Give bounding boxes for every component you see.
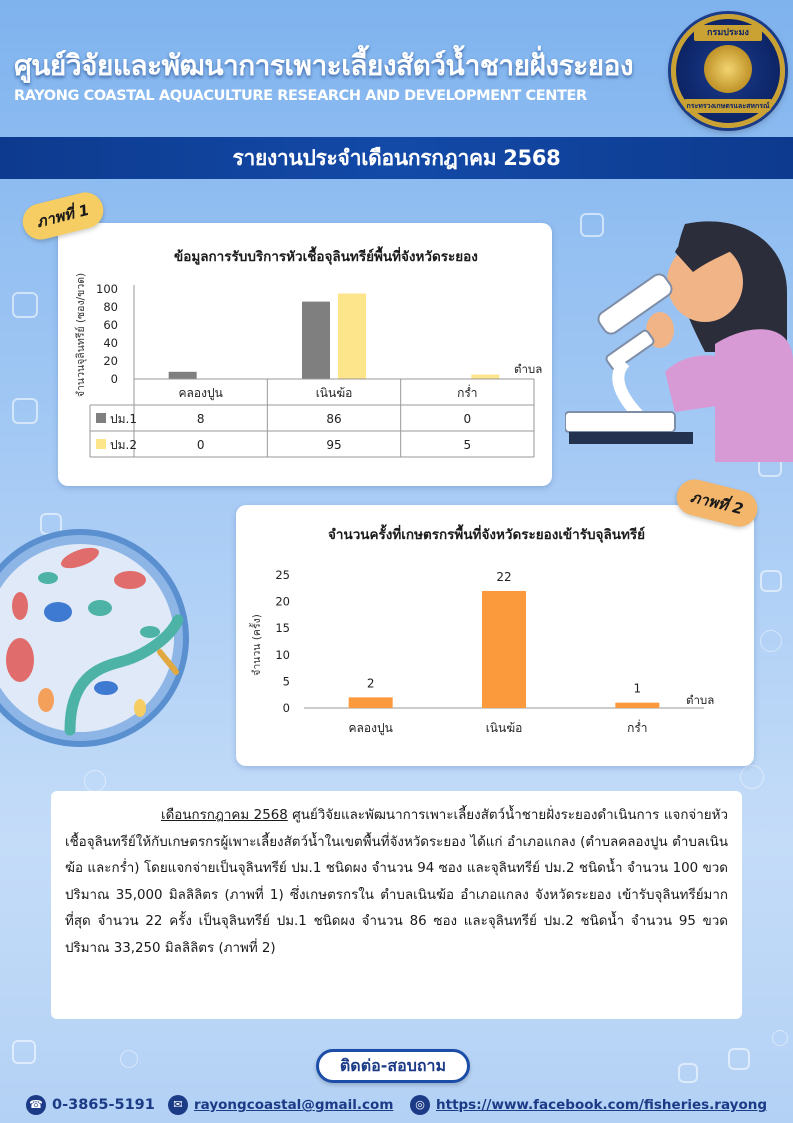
decor-circle: [740, 765, 764, 789]
decor-circle: [84, 770, 106, 792]
chart1-title: ข้อมูลการรับบริการหัวเชื้อจุลินทรีย์พื้นที่จังหวัดระยอง: [174, 249, 478, 265]
chart1-bar: [471, 375, 499, 380]
chart1-table-value: 8: [196, 412, 205, 426]
decor-square: [728, 1048, 750, 1070]
report-title-bar: [0, 137, 793, 179]
chart1-legend-label: ปม.1: [110, 412, 137, 426]
figure1-tag: ภาพที่ 1: [19, 189, 107, 244]
chart1-table-value: 95: [326, 438, 342, 452]
logo-top-text: กรมประมง: [694, 25, 762, 41]
chart2-bar: [615, 703, 659, 708]
chart1-y-tick-label: 40: [103, 336, 118, 350]
chart2-x-axis-label: ตำบล: [686, 693, 715, 707]
chart1-plot: [58, 223, 552, 486]
decor-circle: [772, 1030, 788, 1046]
facebook-link[interactable]: https://www.facebook.com/fisheries.rayong: [436, 1097, 768, 1113]
chart1-y-tick-label: 20: [103, 354, 118, 368]
chart2-y-tick-label: 20: [275, 594, 290, 609]
chart2-y-axis-label: จำนวน (ครั้ง): [251, 614, 263, 676]
decor-circle: [760, 630, 782, 652]
page-header: [0, 0, 793, 140]
summary-line: แจกจ่ายหัวเชื้อจุลินทรีย์ให้กับเกษตรกรผู้เพาะเลี้ยงสัตว์น้ำในเขตพื้นที่จังหวัดระยอง ได้แก่ อำเภอแกลง: [65, 808, 728, 850]
summary-line: (ภาพที่ 2): [218, 940, 276, 956]
phone-icon: ☎: [26, 1095, 46, 1115]
center-title-thai: ศูนย์วิจัยและพัฒนาการเพาะเลี้ยงสัตว์น้ำชายฝั่งระยอง: [14, 49, 634, 82]
chart2-x-tick-label: เนินฆ้อ: [485, 721, 523, 735]
chart1-bar: [302, 302, 330, 379]
chart2-y-tick-label: 15: [275, 621, 290, 636]
summary-line: ศูนย์วิจัยและพัฒนาการเพาะเลี้ยงสัตว์น้ำชายฝั่งระยองดำเนินการ: [287, 808, 660, 823]
chart2-x-tick-label: คลองปูน: [348, 721, 393, 735]
chart1-table-value: 5: [463, 438, 472, 452]
chart1-y-tick-label: 0: [110, 372, 118, 386]
report-title: รายงานประจำเดือนกรกฎาคม 2568: [232, 146, 561, 170]
chart1-legend-swatch: [96, 439, 106, 449]
phone-contact[interactable]: [26, 1094, 155, 1116]
email-contact[interactable]: [168, 1094, 393, 1116]
chart2-x-tick-label: กร่ำ: [627, 721, 648, 735]
logo-bottom-text: กระทรวงเกษตรและสหกรณ์: [684, 99, 772, 113]
decor-square: [12, 292, 38, 318]
summary-lead: เดือนกรกฎาคม 2568: [161, 808, 288, 823]
chart2-y-tick-label: 10: [275, 647, 290, 662]
chart2-plot: [236, 505, 754, 766]
chart2-bar: [482, 591, 526, 708]
contact-button[interactable]: ติดต่อ-สอบถาม: [316, 1049, 470, 1083]
chart1-bar: [169, 372, 197, 379]
facebook-contact[interactable]: [410, 1094, 767, 1116]
chart1-legend-swatch: [96, 413, 106, 423]
petri-dish-illustration: [0, 520, 194, 760]
chart2-data-label: 22: [496, 569, 512, 584]
chart2-bar: [349, 697, 393, 708]
chart1-y-tick-label: 100: [96, 282, 118, 296]
chart1-y-tick-label: 60: [103, 318, 118, 332]
department-logo: [671, 14, 785, 128]
summary-paragraph: [51, 791, 742, 1019]
chart1-legend-label: ปม.2: [110, 438, 137, 452]
decor-circle: [120, 1050, 138, 1068]
chart2-y-tick-label: 5: [282, 674, 290, 689]
email-link[interactable]: rayongcoastal@gmail.com: [194, 1097, 394, 1113]
chart2-title: จำนวนครั้งที่เกษตรกรพื้นที่จังหวัดระยองเข้ารับจุลินทรีย์: [328, 527, 646, 543]
scientist-illustration: [565, 212, 793, 474]
chart2-y-tick-label: 25: [275, 568, 290, 582]
chart1-table-value: 0: [196, 438, 205, 452]
summary-line: ตำบลเนินฆ้อ อำเภอแกลง จังหวัดระยอง เข้ารับจุลินทรีย์มากที่สุด จำนวน 22 ครั้ง เป็นจุลินทรีย์ ปม.1: [65, 887, 728, 929]
chart1-bar: [338, 294, 366, 380]
chart2-y-tick-label: 0: [282, 701, 290, 715]
chart2-data-label: 1: [633, 681, 642, 696]
chart1-y-tick-label: 80: [103, 300, 118, 314]
decor-square: [12, 398, 38, 424]
chart1-table-value: 0: [463, 412, 472, 426]
summary-line: (ตำบลคลองปูน ตำบลเนินฆ้อ และกร่ำ) โดยแจกจ่ายเป็นจุลินทรีย์ ปม.1 ชนิดผง จำนวน 94 ซอง: [65, 834, 728, 876]
chart1-table-value: 86: [326, 412, 342, 426]
chart1-x-axis-label: ตำบล: [514, 362, 543, 376]
summary-line: และจุลินทรีย์ ปม.2 ชนิดน้ำ จำนวน 100 ขวด ปริมาณ 35,000 มิลลิลิตร (ภาพที่ 1) ซึ่งเกษตรกรใน: [65, 861, 728, 903]
center-title-english: RAYONG COASTAL AQUACULTURE RESEARCH AND DEVELOPMENT CENTER: [14, 88, 587, 104]
emblem-icon: [704, 45, 752, 93]
chart-card-figure-2: [236, 505, 754, 766]
globe-icon: ◎: [410, 1095, 430, 1115]
chart1-x-tick-label: กร่ำ: [457, 386, 478, 400]
chart1-y-axis-label: จำนวนจุลินทรีย์ (ซอง/ขวด): [75, 272, 87, 398]
decor-square: [678, 1063, 698, 1083]
chart-card-figure-1: [58, 223, 552, 486]
summary-line: ชนิดผง จำนวน 86 ซอง และจุลินทรีย์ ปม.2 ชนิดน้ำ จำนวน 95 ขวด ปริมาณ 33,250 มิลลิลิตร: [65, 914, 728, 956]
chart1-x-tick-label: เนินฆ้อ: [315, 386, 353, 400]
decor-square: [12, 1040, 36, 1064]
chart2-data-label: 2: [366, 676, 375, 691]
phone-number: 0-3865-5191: [52, 1097, 155, 1113]
mail-icon: ✉: [168, 1095, 188, 1115]
decor-square: [760, 570, 782, 592]
figure2-tag: ภาพที่ 2: [673, 476, 761, 531]
chart1-x-tick-label: คลองปูน: [178, 386, 223, 400]
